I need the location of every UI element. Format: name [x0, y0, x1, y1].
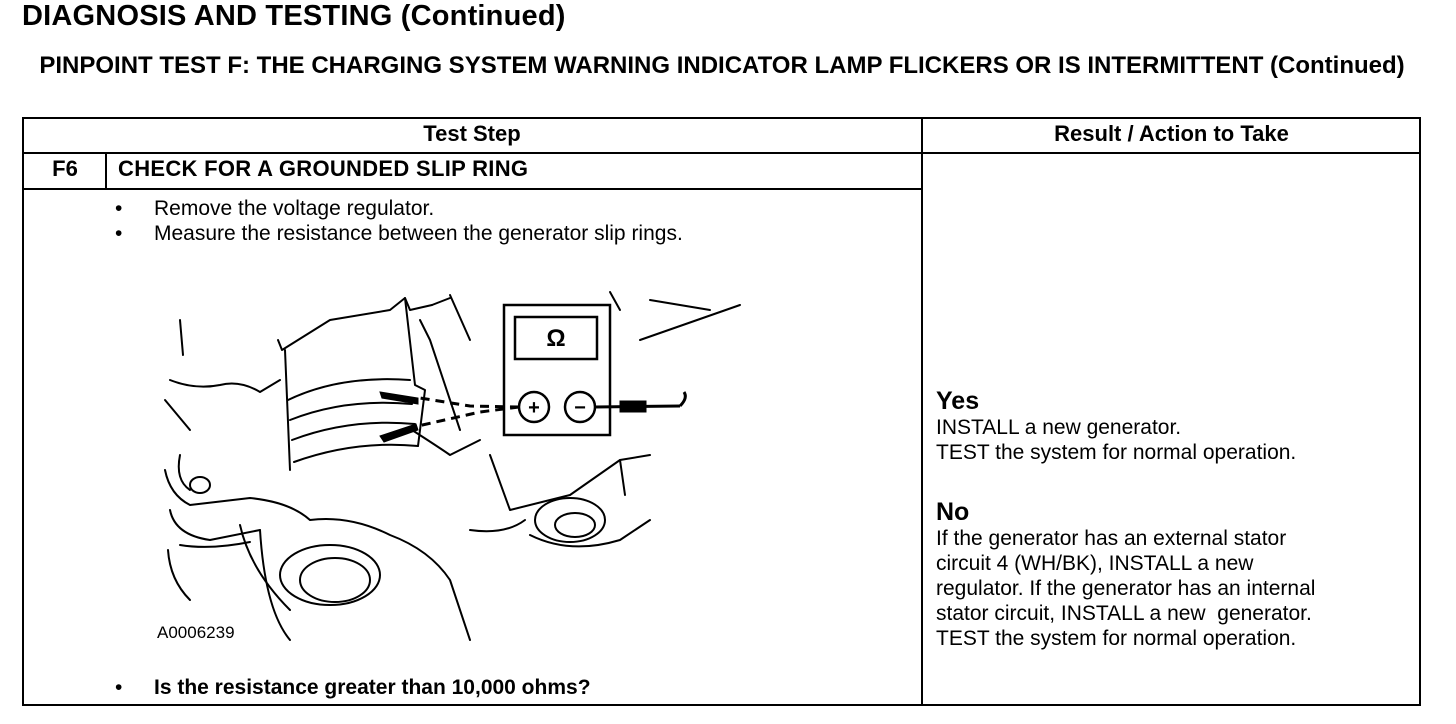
instruction-list	[115, 196, 683, 246]
instruction-item: • Remove the voltage regulator.	[115, 196, 683, 221]
result-no-line: circuit 4 (WH/BK), INSTALL a new	[936, 552, 1254, 575]
generator-slip-ring-illustration	[150, 280, 770, 660]
bullet-dot: •	[115, 676, 123, 699]
figure-label: A0006239	[157, 623, 235, 642]
instruction-item: • Measure the resistance between the generator slip rings.	[115, 221, 683, 246]
result-no	[936, 499, 1315, 651]
result-yes	[936, 388, 1296, 465]
result-yes-line: INSTALL a new generator.	[936, 416, 1182, 439]
column-divider	[921, 117, 923, 706]
result-no-line: If the generator has an external stator	[936, 527, 1287, 550]
result-no-line: TEST the system for normal operation.	[936, 627, 1297, 650]
meter-plus-terminal: +	[528, 397, 540, 419]
result-no-line: regulator. If the generator has an internal	[936, 577, 1316, 600]
test-question	[115, 676, 591, 700]
result-yes-heading: Yes	[936, 387, 980, 415]
pinpoint-test-title: PINPOINT TEST F: THE CHARGING SYSTEM WARNING INDICATOR LAMP FLICKERS OR IS INTERMITTENT (Continued)	[39, 52, 1405, 79]
header-result-action: Result / Action to Take	[1054, 121, 1289, 146]
result-no-line: stator circuit, INSTALL a new generator.	[936, 602, 1312, 625]
meter-minus-terminal: −	[574, 397, 586, 419]
result-yes-line: TEST the system for normal operation.	[936, 441, 1297, 464]
result-no-heading: No	[936, 498, 970, 526]
step-title: CHECK FOR A GROUNDED SLIP RING	[118, 156, 529, 181]
question-text: Is the resistance greater than 10,000 ohms?	[154, 676, 591, 699]
header-test-step: Test Step	[423, 121, 521, 146]
page-title: DIAGNOSIS AND TESTING (Continued)	[22, 0, 566, 32]
ohm-symbol: Ω	[546, 325, 566, 352]
header-divider	[22, 152, 1421, 154]
step-number: F6	[52, 156, 78, 181]
step-title-divider	[22, 188, 922, 190]
